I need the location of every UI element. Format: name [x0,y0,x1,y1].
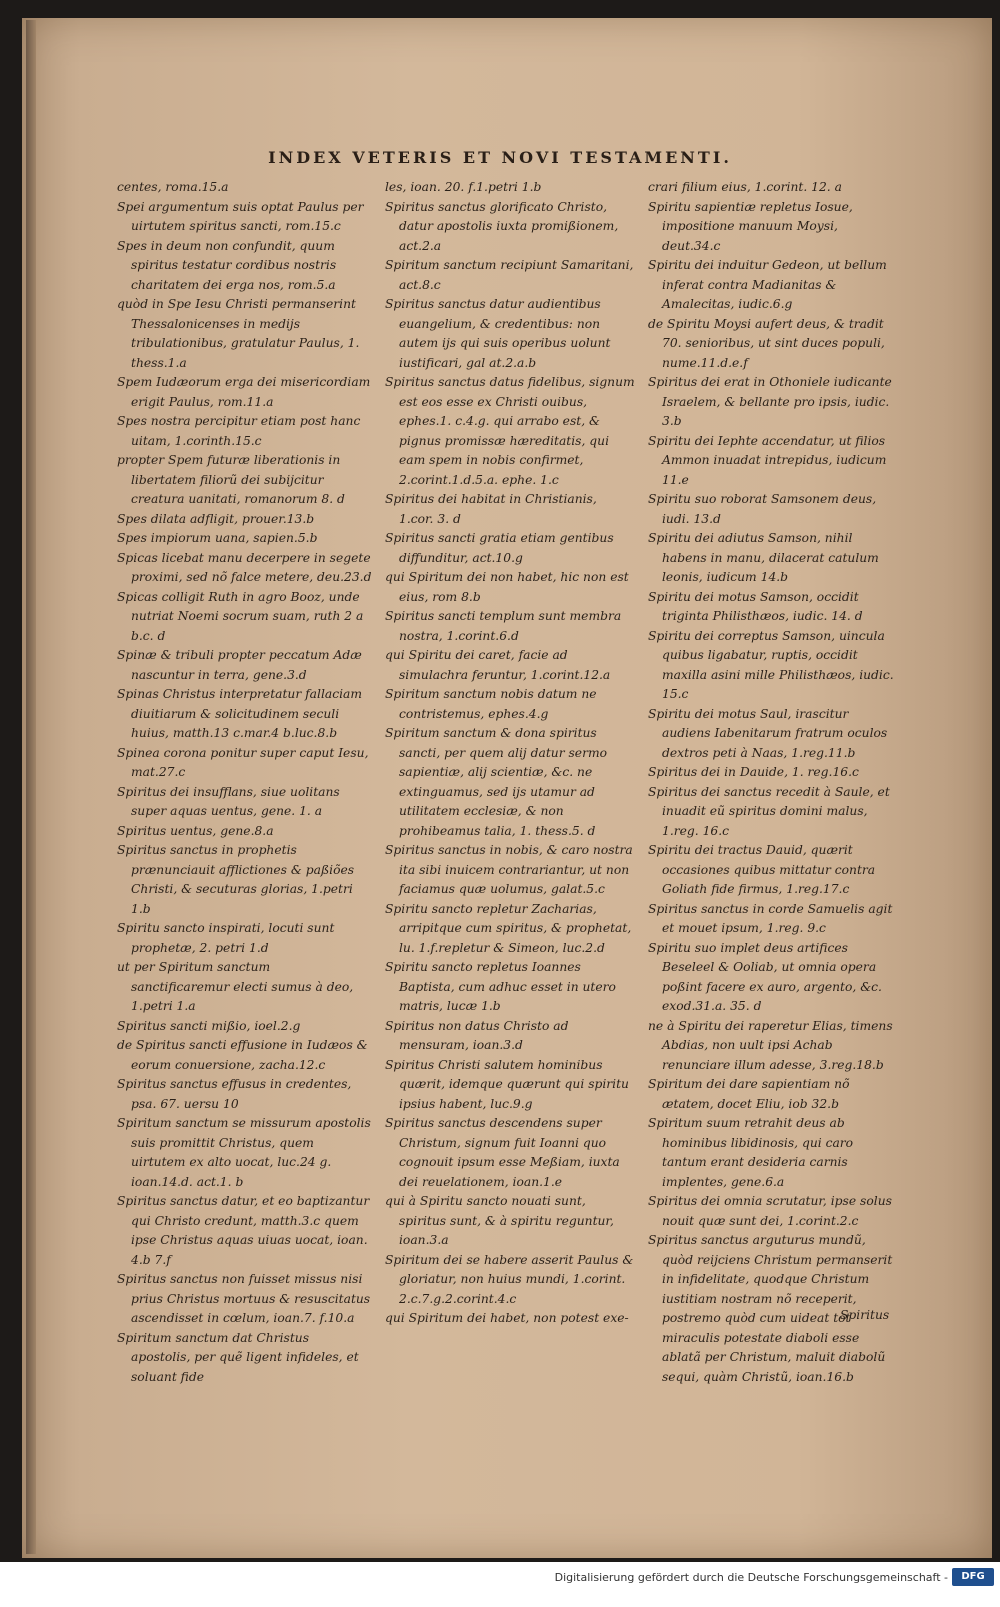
index-entry: Spiritu sancto inspirati, locuti sunt prophetæ, 2. petri 1.d [117,921,335,955]
index-entry: Spiritum sanctum recipiunt Samaritani, act.8.c [385,258,634,292]
index-entry: Spiritu dei motus Samson, occidit triginta Philisthæos, iudic. 14. d [648,589,863,623]
catchword: Spiritus [840,1308,890,1322]
dfg-logo-text: DFG [961,1571,985,1582]
index-entry: Spiritum dei se habere asserit Paulus & gloriatur, non huius mundi, 1.corint. 2.c.7.g.2.corint.4.c [385,1252,634,1306]
index-entry: de Spiritus sancti effusione in Iudæos & eorum conuersione, zacha.12.c [117,1038,368,1072]
index-entry: Spiritus dei in Dauide, 1. reg.16.c [648,765,859,779]
index-entry: centes, roma.15.a [117,180,229,194]
index-entry: Spiritu dei adiutus Samson, nihil habens in manu, dilacerat catulum leonis, iudicum 14.b [648,531,879,584]
index-column-1 [117,178,372,1387]
index-entry: Spiritus sanctus in prophetis prænunciauit afflictiones & paßiões Christi, & secuturas glorias, 1.petri 1.b [117,843,355,916]
index-entry: Spiritus dei omnia scrutatur, ipse solus nouit quæ sunt dei, 1.corint.2.c [648,1194,892,1228]
index-entry: Spiritus dei insufflans, siue uolitans super aquas uentus, gene. 1. a [117,784,340,818]
index-entry: Spiritum sanctum dat Christus apostolis, per quẽ ligent infideles, et soluant fide [117,1330,359,1384]
index-entry: Spinea corona ponitur super caput Iesu, mat.27.c [117,745,369,779]
index-entry: Spicas colligit Ruth in agro Booz, unde nutriat Noemi socrum suam, ruth 2 a b.c. d [117,589,364,643]
index-entry: Spiritum suum retrahit deus ab hominibus libidinosis, qui caro tantum erant desideria carnis implentes, gene.6.a [648,1116,854,1189]
index-entry: Spinæ & tribuli propter peccatum Adæ nascuntur in terra, gene.3.d [117,648,362,682]
index-entry: Spiritum sanctum se missurum apostolis suis promittit Christus, quem uirtutem ex alto uocat, luc.24 g. ioan.14.d. act.1. b [117,1116,371,1189]
funding-notice: Digitalisierung gefördert durch die Deutsche Forschungsgemeinschaft - [554,1571,948,1584]
index-entry: Spiritum sanctum nobis datum ne contristemus, ephes.4.g [385,687,597,721]
index-entry: crari filium eius, 1.corint. 12. a [648,180,842,194]
index-entry: Spes in deum non confundit, quum spiritus testatur cordibus nostris charitatem dei erga nos, rom.5.a [117,238,337,292]
index-entry: Spiritu suo implet deus artifices Beseleel & Ooliab, ut omnia opera poßint facere ex auro, argento, &c. exod.31.a. 35. d [648,940,882,1013]
index-entry: Spes impiorum uana, sapien.5.b [117,531,318,545]
index-entry: qui Spiritum dei non habet, hic non est eius, rom 8.b [385,570,629,604]
dfg-logo [952,1568,994,1586]
index-entry: Spiritu suo roborat Samsonem deus, iudi. 13.d [648,492,877,526]
index-entry: Spem Iudæorum erga dei misericordiam erigit Paulus, rom.11.a [117,375,371,409]
index-entry: Spiritus sancti mißio, ioel.2.g [117,1018,301,1033]
index-entry: Spiritu dei motus Saul, irascitur audiens Iabenitarum fratrum oculos dextros peti à Naas, 1.reg.11.b [648,706,888,760]
index-entry: Spiritus sanctus arguturus mundũ, quòd reijciens Christum permanserit in infidelitate, quodque Christum iustitiam nostram nõ receperit, postremo quòd cum uideat tot miraculis potestate diaboli esse ablatã per Christum, maluit diabolũ sequi, quàm Christũ, ioan.16.b [648,1233,893,1384]
index-entry: Spiritus sanctus in corde Samuelis agit et mouet ipsum, 1.reg. 9.c [648,901,893,935]
index-entry: qui à Spiritu sancto nouati sunt, spiritus sunt, & à spiritu reguntur, ioan.3.a [385,1194,614,1247]
index-entry: Spiritus sanctus glorificato Christo, datur apostolis iuxta promißionem, act.2.a [385,199,619,253]
index-column-3 [648,178,900,1387]
index-entry: ne à Spiritu dei raperetur Elias, timens Abdias, non uult ipsi Achab renunciare illum adesse, 3.reg.18.b [648,1018,893,1072]
index-entry: Spiritum dei dare sapientiam nõ ætatem, docet Eliu, iob 32.b [648,1077,850,1111]
index-entry: Spiritus sanctus non fuisset missus nisi prius Christus mortuus & resuscitatus ascendisset in cœlum, ioan.7. f.10.a [117,1272,371,1325]
index-column-2 [385,178,635,1329]
index-entry: Spiritus dei habitat in Christianis, 1.cor. 3. d [385,492,597,526]
index-entry: Spiritus sanctus datus fidelibus, signum est eos esse ex Christi ouibus, ephes.1. c.4.g. qui arrabo est, & pignus promissæ hæreditatis, qui eam spem in nobis confirmet, 2.corint.1.d.5.a. ephe. 1.c [385,375,635,487]
index-entry: Spiritus sanctus effusus in credentes, psa. 67. uersu 10 [117,1077,352,1111]
index-entry: Spiritus sanctus descendens super Christum, signum fuit Ioanni quo cognouit ipsum esse Meßiam, iuxta dei reuelationem, ioan.1.e [385,1116,620,1189]
index-entry: Spiritu sancto repletus Ioannes Baptista, cum adhuc esset in utero matris, lucæ 1.b [385,960,616,1013]
index-entry: Spiritu sancto repletur Zacharias, arripitque cum spiritus, & prophetat, lu. 1.f.repletur & Simeon, luc.2.d [385,901,632,955]
index-entry: Spei argumentum suis optat Paulus per uirtutem spiritus sancti, rom.15.c [117,199,364,233]
index-entry: quòd in Spe Iesu Christi permanserint Thessalonicenses in medijs tribulationibus, gratulatur Paulus, 1. thess.1.a [117,297,360,370]
index-entry: Spinas Christus interpretatur fallaciam diuitiarum & solicitudinem seculi huius, matth.13 c.mar.4 b.luc.8.b [117,687,363,740]
index-entry: Spiritus sanctus datur, et eo baptizantur qui Christo credunt, matth.3.c quem ipse Christus aquas uiuas uocat, ioan. 4.b 7.f [117,1194,370,1267]
index-entry: Spiritu dei correptus Samson, uincula quibus ligabatur, ruptis, occidit maxilla asini mille Philisthæos, iudic. 15.c [648,628,894,701]
index-entry: propter Spem futuræ liberationis in libertatem filiorũ dei subijcitur creatura uanitati, romanorum 8. d [117,453,345,506]
index-entry: Spes nostra percipitur etiam post hanc uitam, 1.corinth.15.c [117,414,361,448]
index-entry: Spiritus dei erat in Othoniele iudicante Israelem, & bellante pro ipsis, iudic. 3.b [648,375,892,428]
index-entry: Spiritum sanctum & dona spiritus sancti, per quem alij datur sermo sapientiæ, alij scientiæ, &c. ne extinguamus, sed ijs utamur ad utilitatem ecclesiæ, & non prohibeamus talia, 1. thess.5. d [385,726,608,838]
index-entry: ut per Spiritum sanctum sanctificaremur electi sumus à deo, 1.petri 1.a [117,960,354,1013]
index-entry: Spiritu dei tractus Dauid, quærit occasiones quibus mittatur contra Goliath fide firmus, 1.reg.17.c [648,843,876,896]
index-entry: qui Spiritum dei habet, non potest exe- [385,1311,629,1325]
index-entry: Spiritu dei induitur Gedeon, ut bellum inferat contra Madianitas & Amalecitas, iudic.6.g [648,258,887,311]
page-gutter [26,20,36,1554]
index-entry: Spiritus Christi salutem hominibus quærit, idemque quærunt qui spiritu ipsius habent, luc.9.g [385,1057,629,1111]
index-entry: Spiritus non datus Christo ad mensuram, ioan.3.d [385,1018,569,1052]
index-entry: de Spiritu Moysi aufert deus, & tradit 70. senioribus, ut sint duces populi, nume.11.d.e.f [648,316,885,370]
index-entry: Spiritu dei Iephte accendatur, ut filios Ammon inuadat intrepidus, iudicum 11.e [648,433,887,487]
index-entry: Spiritus sanctus in nobis, & caro nostra ita sibi inuicem contrariantur, ut non faciamus quæ uolumus, galat.5.c [385,843,633,896]
index-entry: Spiritus sancti templum sunt membra nostra, 1.corint.6.d [385,609,622,643]
index-entry: qui Spiritu dei caret, facie ad simulachra feruntur, 1.corint.12.a [385,648,611,682]
index-entry: Spiritus uentus, gene.8.a [117,823,274,838]
index-entry: Spicas licebat manu decerpere in segete proximi, sed nõ falce metere, deu.23.d [117,550,372,584]
running-header: INDEX VETERIS ET NOVI TESTAMENTI. [268,148,732,167]
index-entry: Spiritus sancti gratia etiam gentibus diffunditur, act.10.g [385,531,614,565]
index-entry: Spiritu sapientiæ repletus Iosue, impositione manuum Moysi, deut.34.c [648,199,853,253]
index-entry: Spes dilata adfligit, prouer.13.b [117,511,315,526]
index-entry: les, ioan. 20. f.1.petri 1.b [385,180,542,194]
footer-bar [0,1562,1000,1607]
index-entry: Spiritus sanctus datur audientibus euangelium, & credentibus: non autem ijs qui suis operibus uolunt iustificari, gal at.2.a.b [385,297,611,370]
index-entry: Spiritus dei sanctus recedit à Saule, et inuadit eũ spiritus domini malus, 1.reg. 16.c [648,784,890,838]
